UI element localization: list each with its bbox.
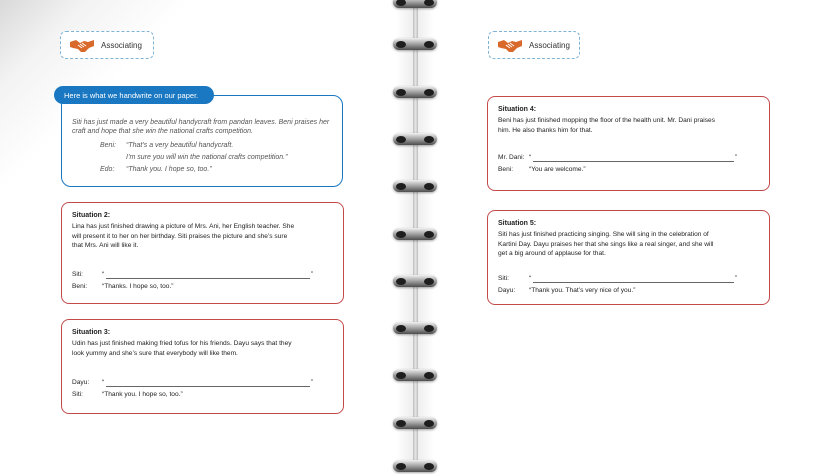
situation-text-line: Kartini Day. Dayu praises her that she sings like a real singer, and she will [498,240,714,248]
close-quote: ” [311,271,314,278]
example-line: “Thank you. I hope so, too.” [126,166,212,173]
spiral-ring [393,38,437,52]
open-quote: “ [102,271,105,278]
tag-label: Associating [529,40,570,50]
situation-text-line: Udin has just finished making fried tofus for his friends. Dayu says that they [72,340,292,347]
spiral-ring [393,275,437,289]
reply-text: “Thank you. I hope so, too.” [102,391,183,398]
answer-blank[interactable] [106,386,310,387]
reply-text: “Thanks. I hope so, too.” [102,283,174,290]
spiral-ring [393,322,437,336]
reply-text: “You are welcome.” [529,166,586,173]
situation-text [72,222,294,251]
situation-title: Situation 4: [498,106,537,113]
answer-blank[interactable] [533,282,734,283]
open-quote: “ [529,275,532,282]
reply-row [498,166,760,175]
example-box [61,95,343,187]
tag-label: Associating [101,40,142,50]
situation-text [72,339,292,358]
handshake-icon [69,35,95,55]
situation-card [61,319,344,414]
spiral-ring [393,180,437,194]
situation-text-line: get a big around of applause for that. [498,250,606,258]
situation-text-line: Beni has just finished mopping the floor of the health unit. Mr. Dani praises [498,117,715,124]
situation-text-line: look yummy and she’s sure that everybody will like them. [72,349,238,357]
situation-title: Situation 2: [72,212,111,219]
spiral-ring [393,417,437,431]
answer-blank[interactable] [106,278,310,279]
open-quote: “ [102,379,105,386]
response-row [72,271,334,280]
example-narration: Siti has just made a very beautiful handycraft from pandan leaves. Beni praises her craft and hope that she win the national crafts competition. [72,119,330,135]
situation-title: Situation 3: [72,329,111,336]
close-quote: ” [735,154,738,161]
situation-card [487,96,770,191]
response-row [498,275,760,284]
response-row [72,379,334,388]
speaker-label: Dayu: [498,287,516,294]
answer-blank[interactable] [533,161,734,162]
reply-row [498,287,760,296]
situation-card [487,210,770,305]
example-line: I’m sure you will win the national crafts competition.” [126,154,288,161]
close-quote: ” [311,379,314,386]
spiral-ring [393,133,437,147]
speaker-label: Beni: [72,283,88,290]
response-row [498,154,760,163]
close-quote: ” [735,275,738,282]
speaker-label: Dayu: [72,379,90,386]
speaker-label: Beni: [498,166,514,173]
situation-text-line: Lina has just finished drawing a picture of Mrs. Ani, her English teacher. She [72,223,295,230]
associating-tag [60,31,154,59]
spiral-ring [393,0,437,10]
example-line: “That’s a very beautiful handycraft. [126,142,234,149]
example-speaker: Beni: [100,142,116,149]
example-heading-pill: Here is what we handwrite on our paper. [54,86,214,104]
spiral-ring [393,460,437,474]
speaker-label: Siti: [72,271,83,278]
situation-card [61,202,344,304]
speaker-label: Mr. Dani: [498,154,525,161]
situation-text-line: that Mrs. Ani will like it. [72,242,139,250]
reply-text: “Thank you. That’s very nice of you.” [529,287,636,294]
spiral-ring [393,369,437,383]
speaker-label: Siti: [72,391,83,398]
associating-tag [488,31,580,59]
situation-text [498,230,713,259]
situation-text-line: will present it to her on her birthday. Siti praises the picture and she’s sure [72,232,288,240]
situation-text [498,116,715,135]
open-quote: “ [529,154,532,161]
situation-text-line: him. He also thanks him for that. [498,126,593,134]
situation-title: Situation 5: [498,220,537,227]
reply-row [72,283,334,292]
spiral-ring [393,86,437,100]
speaker-label: Siti: [498,275,509,282]
spiral-ring [393,228,437,242]
reply-row [72,391,334,400]
example-speaker: Edo: [100,166,115,173]
situation-text-line: Siti has just finished practicing singing. She will sing in the celebration of [498,231,709,238]
handshake-icon [497,35,523,55]
